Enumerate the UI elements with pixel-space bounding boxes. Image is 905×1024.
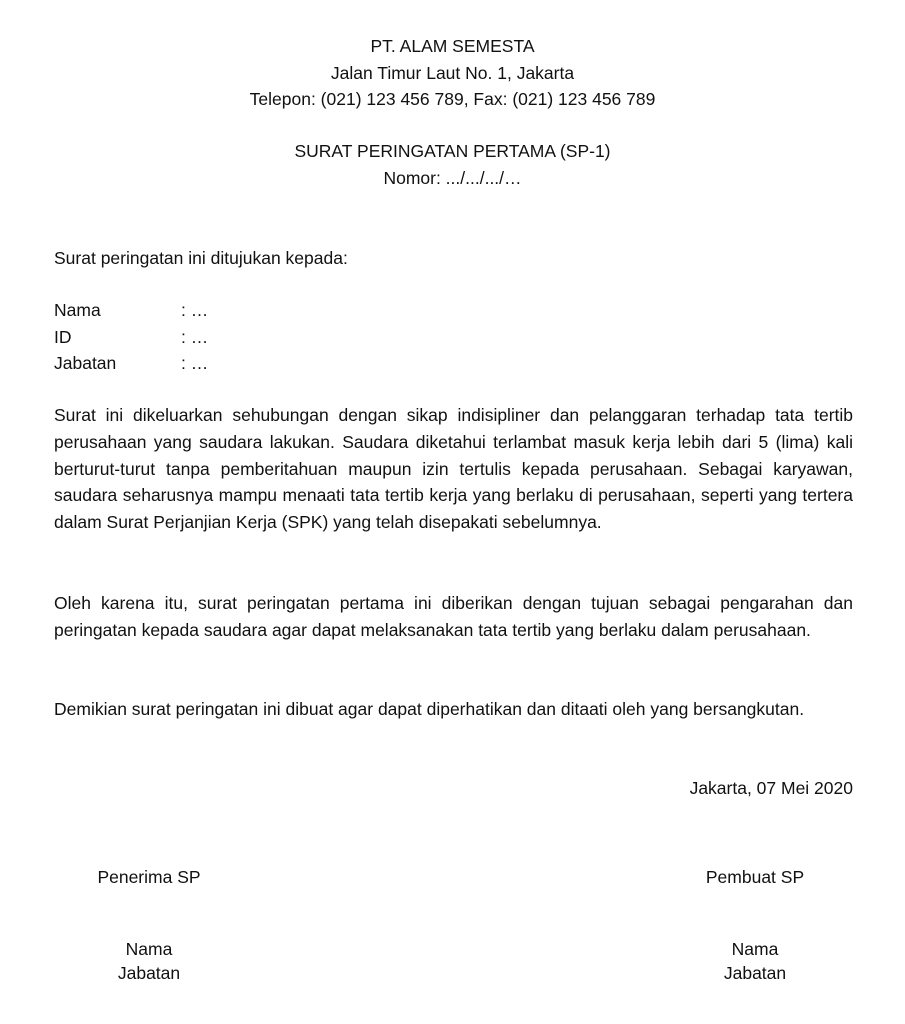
company-name: PT. ALAM SEMESTA [370,36,535,56]
letter-number: Nomor: .../.../.../… [383,167,522,188]
field-row-jabatan [54,350,208,377]
signature-role: Penerima SP [97,867,201,887]
signature-name: Nama [731,939,779,959]
signature-recipient [80,865,218,985]
field-value: : … [181,326,209,347]
field-label: Nama [54,300,101,320]
field-value: : … [181,353,209,373]
letter-title: SURAT PERINGATAN PERTAMA (SP-1) [294,141,611,161]
signature-position: Jabatan [117,963,181,983]
body-paragraph-2: Oleh karena itu, surat peringatan pertama ini diberikan dengan tujuan sebagai pengarahan dan peringatan kepada saudara agar dapat melaksanakan tata tertib yang berlaku dalam perusahaan. [54,593,853,640]
signature-position: Jabatan [723,963,787,983]
field-label: Jabatan [54,353,117,373]
body-paragraph-3: Demikian surat peringatan ini dibuat agar dapat diperhatikan dan ditaati oleh yang bersangkutan. [54,699,805,719]
body-paragraph-1: Surat ini dikeluarkan sehubungan dengan sikap indisipliner dan pelanggaran terhadap tata tertib perusahaan yang saudara lakukan. Saudara diketahui terlambat masuk kerja lebih dari 5 (lima) kali berturut-turut tanpa pemberitahuan maupun izin tertulis kepada perusahaan. Sebagai karyawan, saudara seharusnya mampu menaati tata tertib kerja yang berlaku di perusahaan, seperti yang tertera dalam Surat Perjanjian Kerja (SPK) yang telah disepakati sebelumnya. [54,405,853,533]
field-row-nama [54,297,208,324]
field-row-id [54,324,208,351]
letter-title-block [0,138,905,191]
letterhead [0,33,905,113]
signature-role: Pembuat SP [705,867,805,887]
recipient-fields [54,297,208,377]
letter-date: Jakarta, 07 Mei 2020 [689,778,853,798]
company-address: Jalan Timur Laut No. 1, Jakarta [330,62,575,83]
company-contact: Telepon: (021) 123 456 789, Fax: (021) 123 456 789 [249,89,656,109]
signature-issuer [686,865,824,985]
intro-text: Surat peringatan ini ditujukan kepada: [54,248,348,268]
signature-name: Nama [125,939,173,959]
field-value: : … [181,300,209,320]
field-label: ID [54,326,72,347]
